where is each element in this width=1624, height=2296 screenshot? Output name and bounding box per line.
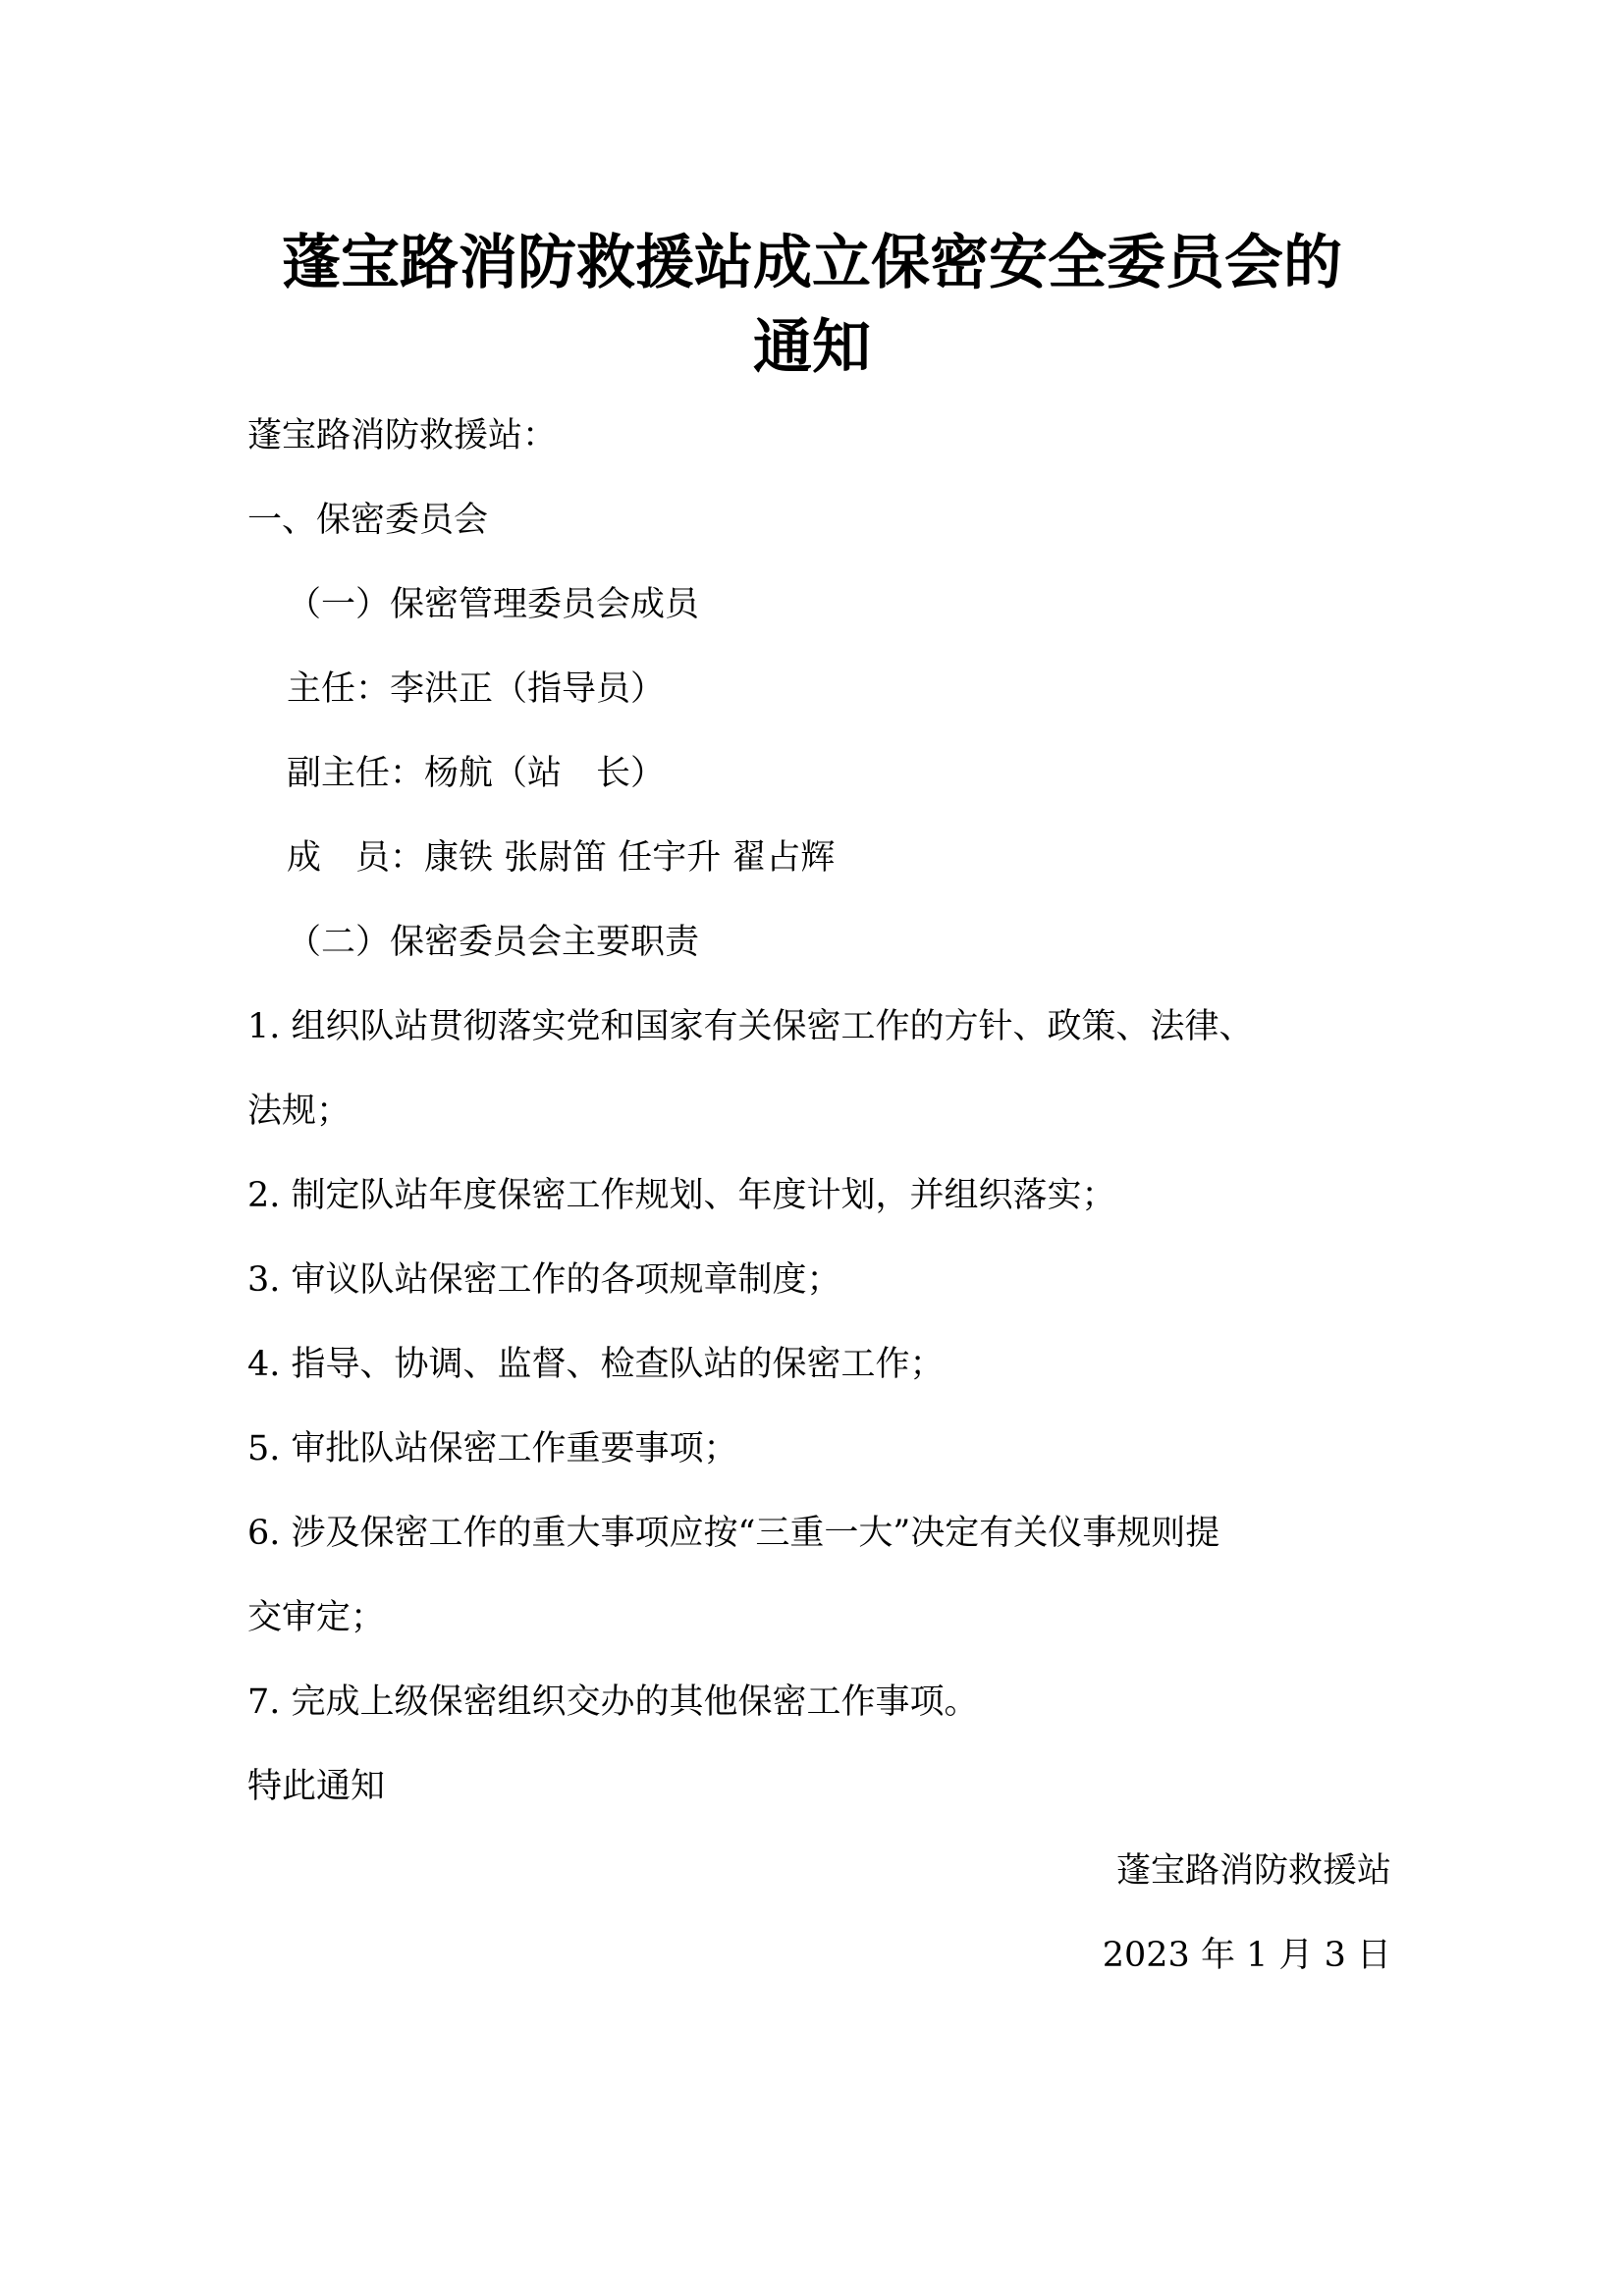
document-title-line-1: 蓬宝路消防救援站成立保密安全委员会的 xyxy=(282,229,1342,297)
closing-line: 特此通知 xyxy=(247,1767,386,1806)
signature-organization: 蓬宝路消防救援站 xyxy=(1115,1851,1391,1891)
duty-item-5: 5. 审批队站保密工作重要事项； xyxy=(247,1429,738,1468)
duty-item-2: 2. 制定队站年度保密工作规划、年度计划，并组织落实； xyxy=(247,1176,1116,1215)
salutation: 蓬宝路消防救援站： xyxy=(247,416,558,455)
duty-item-1-continued: 法规； xyxy=(247,1092,352,1131)
subsection-heading-members: （一）保密管理委员会成员 xyxy=(287,585,700,624)
duty-item-1: 1. 组织队站贯彻落实党和国家有关保密工作的方针、政策、法律、 xyxy=(247,1007,1254,1046)
document-title-line-2: 通知 xyxy=(753,313,871,382)
duty-item-3: 3. 审议队站保密工作的各项规章制度； xyxy=(247,1260,841,1300)
section-heading-committee: 一、保密委员会 xyxy=(247,501,489,540)
signature-date: 2023 年 1 月 3 日 xyxy=(1102,1936,1391,1975)
duty-item-6-continued: 交审定； xyxy=(247,1598,386,1637)
duty-item-6: 6. 涉及保密工作的重大事项应按“三重一大”决定有关仪事规则提 xyxy=(247,1514,1220,1553)
duty-item-7: 7. 完成上级保密组织交办的其他保密工作事项。 xyxy=(247,1682,979,1722)
duty-item-4: 4. 指导、协调、监督、检查队站的保密工作； xyxy=(247,1345,945,1384)
director-line: 主任：李洪正（指导员） xyxy=(287,669,666,709)
deputy-director-line: 副主任：杨航（站 长） xyxy=(287,754,666,793)
members-line: 成 员：康铁 张尉笛 任宇升 翟占辉 xyxy=(287,838,836,878)
subsection-heading-duties: （二）保密委员会主要职责 xyxy=(287,923,700,962)
